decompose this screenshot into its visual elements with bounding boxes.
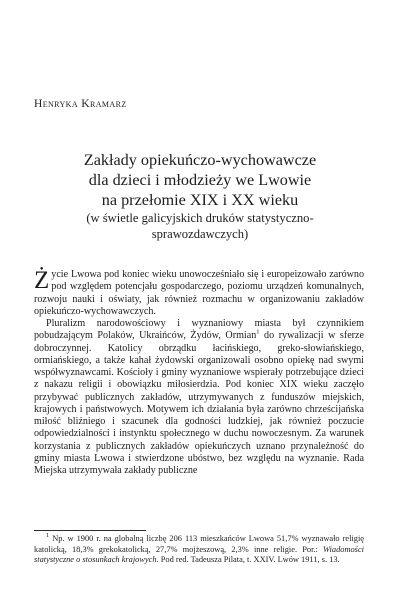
- title-line: na przełomie XIX i XX wieku: [101, 191, 299, 209]
- footnote-divider: [34, 530, 146, 531]
- paragraph-1: [34, 269, 364, 318]
- paragraph-2-text-a: Pluralizm narodowościowy i wyznaniowy miasta był czynnikiem pobudzającym Polaków, Ukraińców, Żydów, Ormian: [34, 318, 364, 342]
- paragraph-2: [34, 318, 364, 477]
- drop-cap: Ż: [34, 267, 50, 294]
- article-title: [20, 150, 380, 242]
- subtitle-line: sprawozdawczych): [151, 227, 249, 241]
- author-name: Henryka Kramarz: [34, 98, 127, 110]
- title-line: Zakłady opiekuńczo-wychowawcze: [83, 151, 317, 169]
- body-text: [34, 269, 364, 477]
- footnote-source-title: Wiadomości statystyczne o stosunkach krajowych: [34, 544, 364, 565]
- paragraph-1-text: ycie Lwowa pod koniec wieku unowocześniało się i europeizowało zarówno pod względem potencjału gospodarczego, poziomu urządzeń komunalnych, rozwoju nauki i oświaty, jak również rozmachu w organizowaniu zakładów opiekuńczo-wychowawczych.: [34, 269, 364, 317]
- title-line: dla dzieci i młodzieży we Lwowie: [88, 171, 312, 189]
- subtitle-line: (w świetle galicyjskich druków statystyczno-: [86, 211, 314, 225]
- footnote-ref[interactable]: 1: [256, 328, 260, 336]
- paragraph-2-text-b: do rywalizacji w sferze dobroczynnej. Katolicy obrządku łacińskiego, greko-słowiańskiego, ormiańskiego, a także kahał żydowski organizowali osobno opiekę nad swymi współwyznawcami. Kościoły i gminy wyznaniowe wspierały potrzebujące dzieci z nakazu religii i obowiązku miłosierdzia. Pod koniec XIX wieku zaczęło przybywać publicznych zakładów, utrzymywanych z funduszów miejskich, krajowych i państwowych. Motywem ich działania była zarówno chrześcijańska miłość bliźniego i szacunek dla godności ludzkiej, jak również poczucie odpowiedzialności i instynktu społecznego w duchu nowoczesnym. Za warunek korzystania z publicznych zakładów opiekuńczych uznano przynależność do gminy miasta Lwowa i stwierdzone ubóstwo, bez względu na wyznanie. Rada Miejska utrzymywała zakłady publiczne: [34, 330, 364, 476]
- footnote: [34, 534, 364, 566]
- footnote-text-a: Np. w 1900 r. na globalną liczbę 206 113 mieszkańców Lwowa 51,7% wyznawało religię katolicką, 18,3% grekokatolicką, 27,7% mojżeszową, 2,3% inne religie. Por.:: [34, 534, 364, 554]
- footnote-text-b: . Pod red. Tadeusza Pilata, t. XXIV. Lwów 1911, s. 13.: [156, 555, 340, 565]
- footnote-marker: 1: [46, 532, 50, 540]
- footnote-1: [34, 534, 364, 566]
